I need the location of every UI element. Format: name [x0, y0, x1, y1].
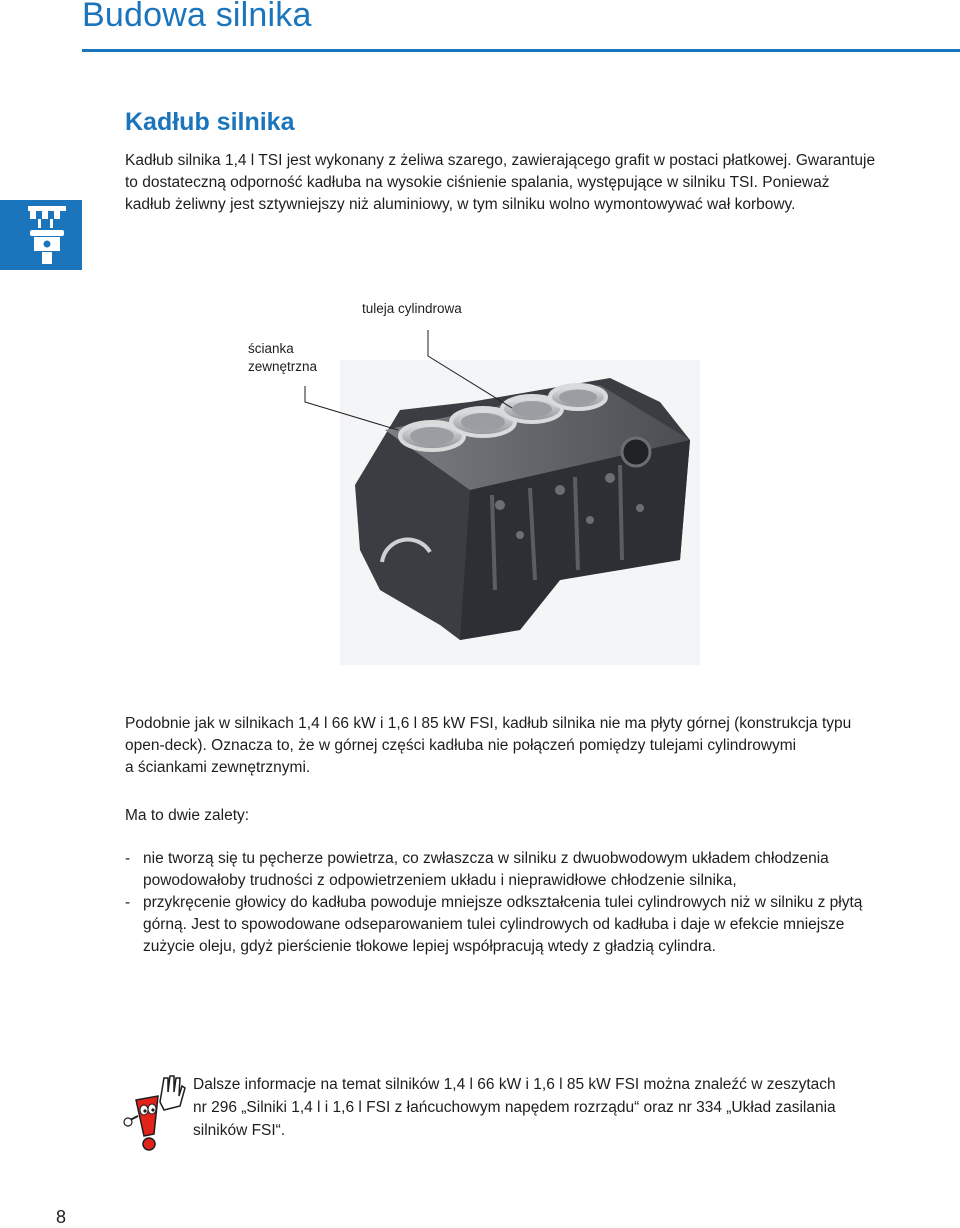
list-item-line: powodowałoby trudności z odpowietrzeniem układu i nieprawidłowe chłodzenie silnika,: [143, 872, 737, 889]
bullet-dash: -: [125, 894, 131, 911]
list-item-line: zużycie oleju, gdyż pierścienie tłokowe lepiej współpracują wtedy z gładzią cylindra.: [143, 938, 716, 955]
header-rule: [82, 49, 960, 52]
engine-block-illustration: [0, 290, 960, 680]
list-item-line: nie tworzą się tu pęcherze powietrza, co zwłaszcza w silniku z dwuobwodowym układem chłodzenia: [143, 850, 829, 867]
engine-block-figure: [0, 290, 960, 680]
bullet-dash: -: [125, 850, 131, 867]
info-note: [193, 1073, 873, 1142]
list-item: [125, 892, 885, 958]
list-item: [125, 848, 885, 892]
advantages-intro: Ma to dwie zalety:: [125, 807, 250, 824]
page-title: Budowa silnika: [82, 0, 312, 34]
intro-line: Kadłub silnika 1,4 l TSI jest wykonany z żeliwa szarego, zawierającego grafit w postaci płatkowej. Gwarantuje: [125, 152, 876, 169]
note-hand-icon: [118, 1072, 188, 1152]
intro-line: to dostateczną odporność kadłuba na wysokie ciśnienie spalania, występujące w silniku TSI. Ponieważ: [125, 174, 830, 191]
list-item-line: górną. Jest to spowodowane odseparowaniem tulei cylindrowych od kadłuba i daje w efekcie mniejsze: [143, 916, 845, 933]
label-cylinder-liner: tuleja cylindrowa: [362, 301, 462, 316]
opendeck-paragraph: [125, 713, 885, 779]
opendeck-line: open-deck). Oznacza to, że w górnej części kadłuba nie połączeń pomiędzy tulejami cylindrowymi: [125, 737, 797, 754]
opendeck-line: Podobnie jak w silnikach 1,4 l 66 kW i 1,6 l 85 kW FSI, kadłub silnika nie ma płyty górnej (konstrukcja typu: [125, 715, 852, 732]
engine-section-icon: [0, 200, 82, 270]
label-outer-wall-line1: ścianka: [248, 341, 294, 356]
page-header: [0, 0, 960, 60]
advantages-list: [125, 848, 885, 958]
intro-paragraph: [125, 150, 885, 216]
label-outer-wall-line2: zewnętrzna: [248, 359, 318, 374]
info-line: silników FSI“.: [193, 1122, 286, 1139]
intro-line: kadłub żeliwny jest sztywniejszy niż aluminiowy, w tym silniku wolno wymontowywać wał korbowy.: [125, 196, 796, 213]
section-tab: [0, 200, 82, 270]
list-item-line: przykręcenie głowicy do kadłuba powoduje mniejsze odkształcenia tulei cylindrowych niż w silniku z płytą: [143, 894, 863, 911]
info-line: Dalsze informacje na temat silników 1,4 l 66 kW i 1,6 l 85 kW FSI można znaleźć w zeszytach: [193, 1076, 836, 1093]
info-line: nr 296 „Silniki 1,4 l i 1,6 l FSI z łańcuchowym napędem rozrządu“ oraz nr 334 „Układ zasilania: [193, 1099, 836, 1116]
page-number: 8: [56, 1207, 67, 1227]
opendeck-line: a ściankami zewnętrznymi.: [125, 759, 311, 776]
section-title: Kadłub silnika: [125, 108, 295, 136]
